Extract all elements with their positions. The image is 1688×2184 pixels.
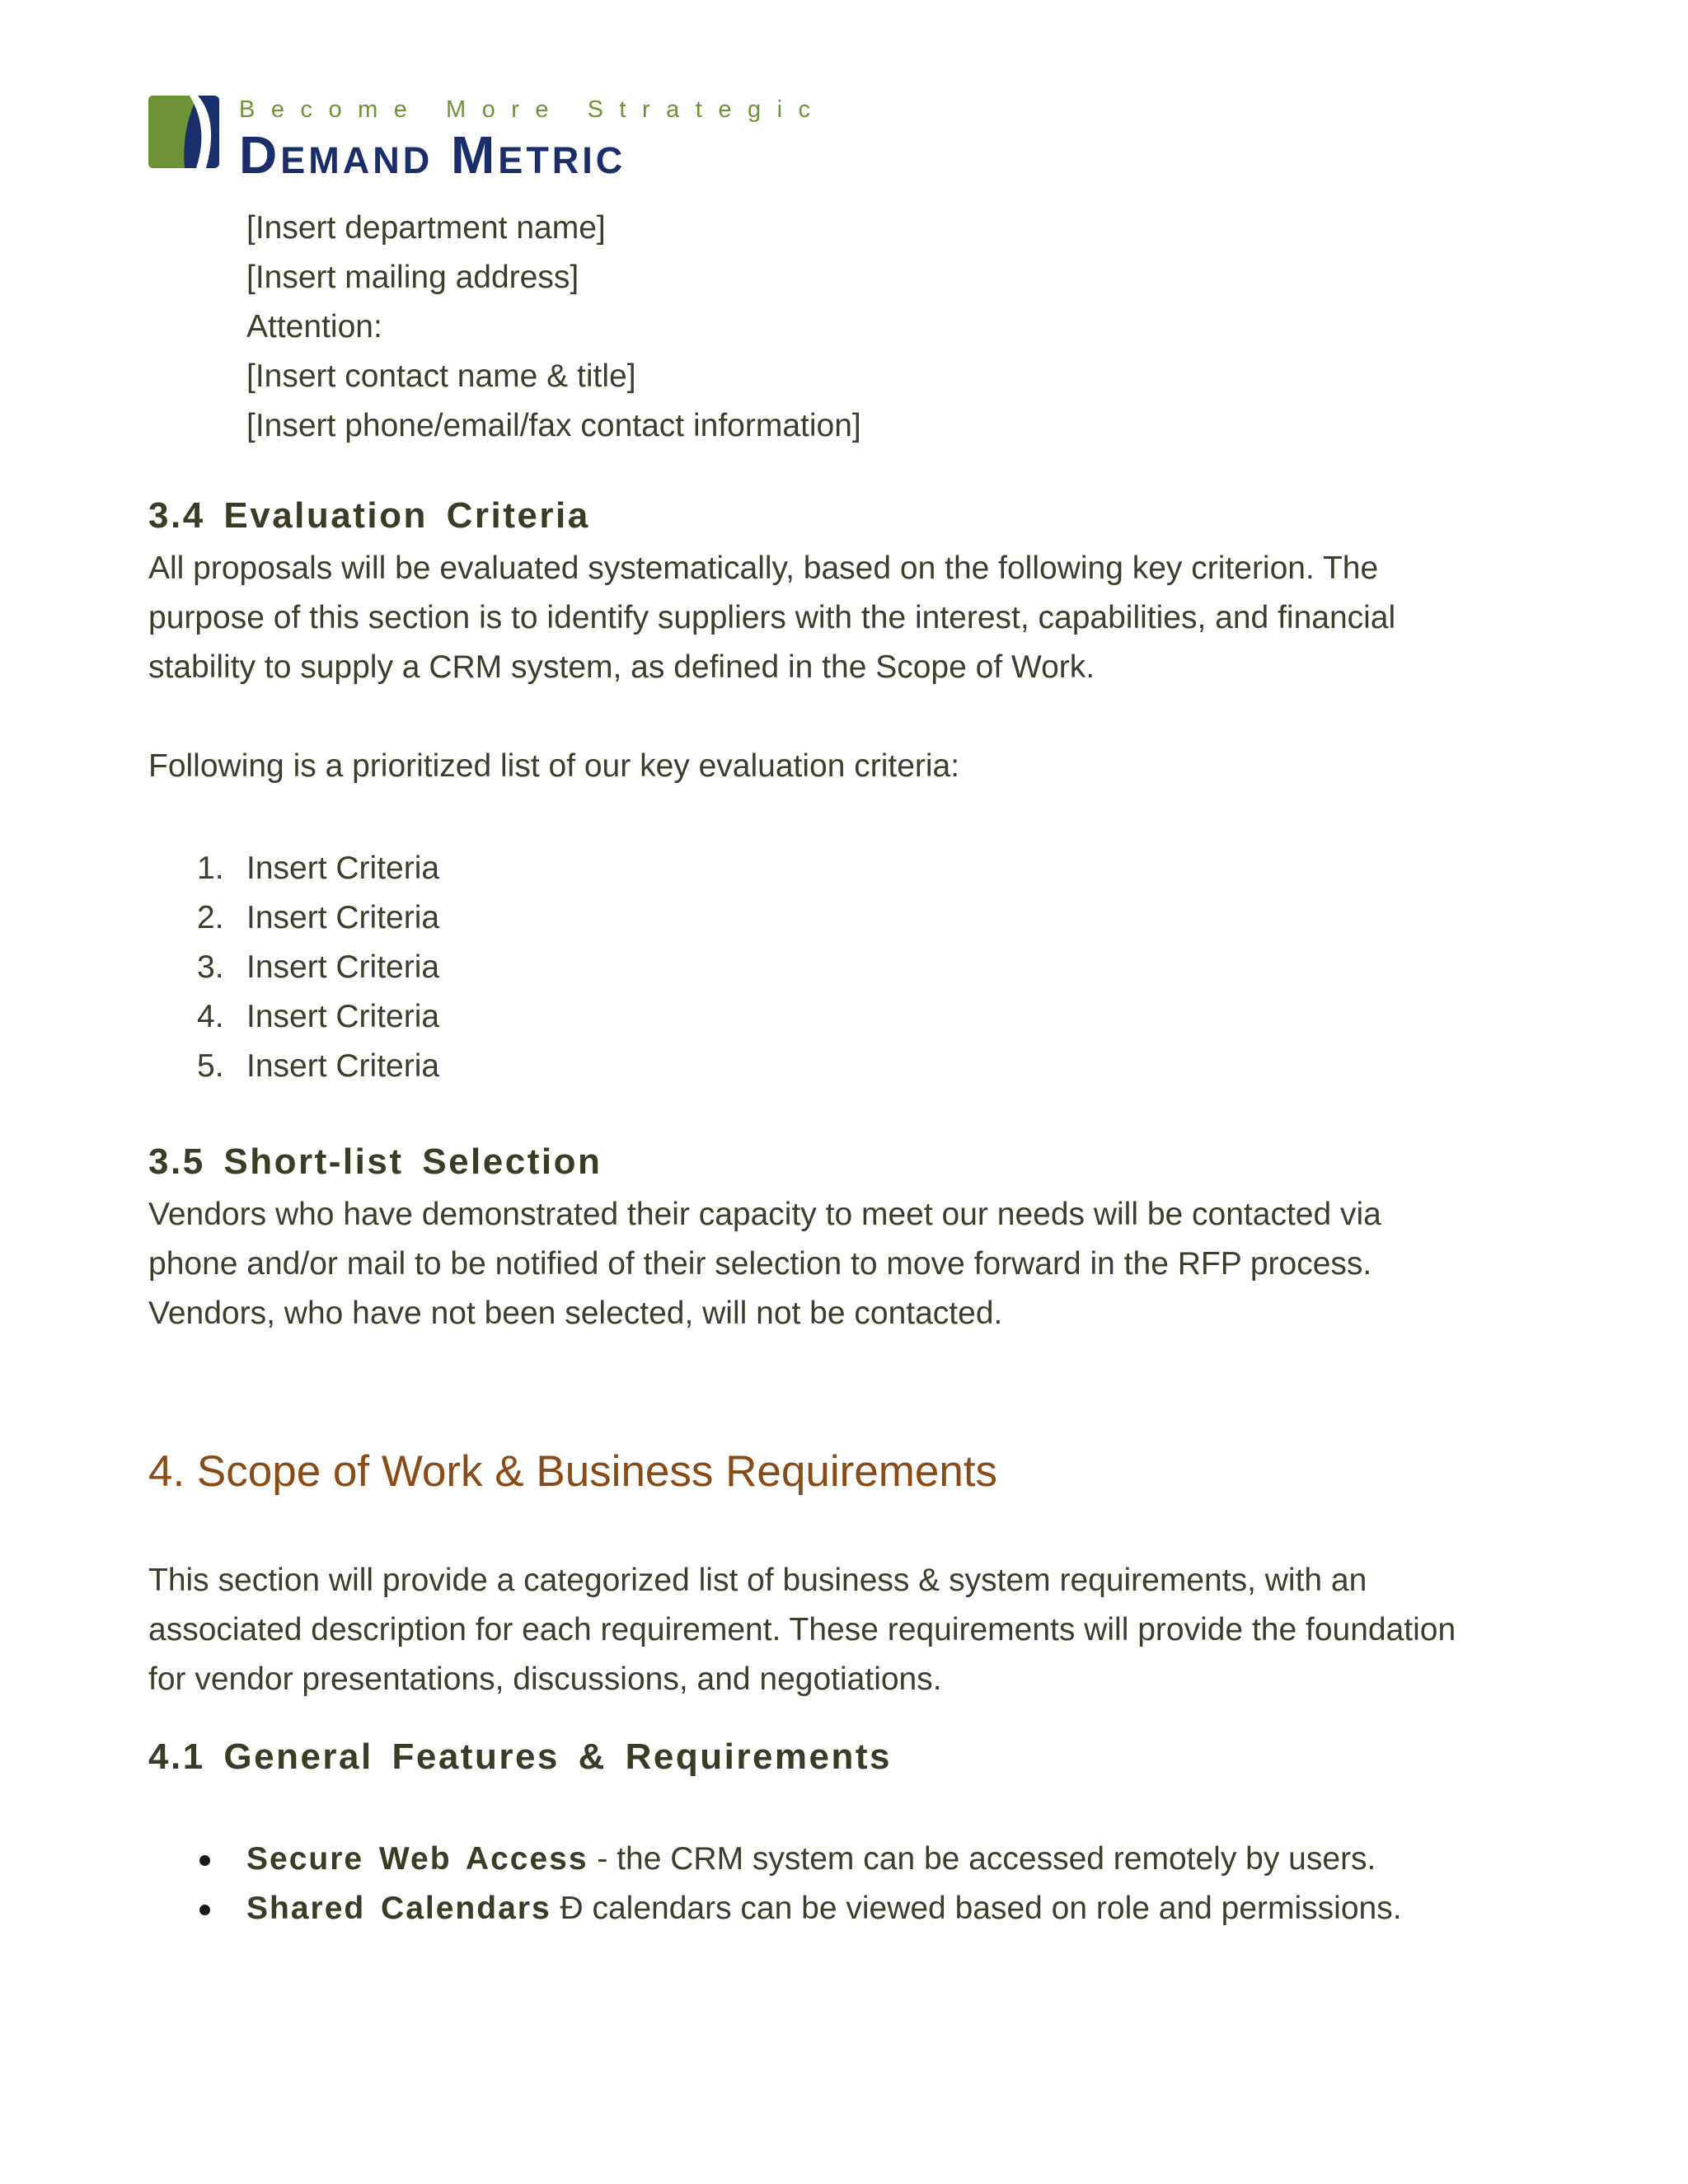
scope-of-work-paragraph [148, 1556, 1533, 1704]
paragraph-line: for vendor presentations, discussions, and negotiations. [148, 1661, 942, 1697]
bullet-icon [148, 1884, 246, 1933]
list-item [148, 1835, 1402, 1884]
feature-term: Shared Calendars [246, 1891, 551, 1926]
demand-metric-logo-icon [148, 96, 219, 168]
address-line: [Insert phone/email/fax contact information] [246, 408, 861, 443]
paragraph-line: stability to supply a CRM system, as defined in the Scope of Work. [148, 649, 1095, 685]
list-item-number: 4. [197, 999, 224, 1034]
list-item [148, 893, 439, 943]
list-item-text: Insert Criteria [246, 900, 440, 935]
list-item-number: 2. [197, 900, 224, 935]
evaluation-criteria-paragraph [148, 544, 1533, 692]
bullet-icon [148, 1835, 246, 1884]
heading-evaluation-criteria: 3.4 Evaluation Criteria [148, 495, 590, 536]
list-item-text: Insert Criteria [246, 1048, 440, 1084]
feature-term: Secure Web Access [246, 1841, 588, 1877]
logo-brand: Demand Metric [239, 125, 626, 185]
short-list-paragraph [148, 1190, 1533, 1338]
paragraph-line: This section will provide a categorized list of business & system requirements, with an [148, 1563, 1367, 1598]
paragraph-line: Vendors who have demonstrated their capacity to meet our needs will be contacted via [148, 1197, 1381, 1232]
list-item [148, 1884, 1402, 1933]
logo-tagline: Become More Strategic [239, 96, 827, 123]
criteria-intro-paragraph [148, 742, 1533, 791]
address-line: [Insert department name] [246, 210, 606, 246]
feature-description: - the CRM system can be accessed remotely by users. [588, 1841, 1376, 1877]
list-item-number: 1. [197, 851, 224, 886]
paragraph-line: phone and/or mail to be notified of their selection to move forward in the RFP process. [148, 1246, 1372, 1282]
heading-general-features: 4.1 General Features & Requirements [148, 1736, 893, 1777]
list-item-number: 5. [197, 1048, 224, 1084]
paragraph-line: associated description for each requirement. These requirements will provide the foundation [148, 1612, 1456, 1647]
list-item-text: Insert Criteria [246, 851, 440, 886]
paragraph-line: Vendors, who have not been selected, will not be contacted. [148, 1296, 1003, 1331]
address-block [246, 204, 861, 451]
heading-short-list-selection: 3.5 Short-list Selection [148, 1141, 603, 1182]
list-item-text: Insert Criteria [246, 949, 440, 985]
heading-scope-of-work: 4. Scope of Work & Business Requirements [148, 1447, 998, 1496]
address-line: Attention: [246, 309, 382, 344]
features-list [148, 1835, 1402, 1933]
paragraph-line: purpose of this section is to identify suppliers with the interest, capabilities, and financial [148, 600, 1396, 635]
list-item [148, 844, 439, 893]
criteria-list [148, 844, 439, 1091]
address-line: [Insert mailing address] [246, 260, 579, 295]
list-item [148, 943, 439, 992]
address-line: [Insert contact name & title] [246, 359, 636, 394]
feature-description: Ð calendars can be viewed based on role and permissions. [551, 1891, 1402, 1926]
list-item [148, 1042, 439, 1091]
list-item-text: Insert Criteria [246, 999, 440, 1034]
list-item-number: 3. [197, 949, 224, 985]
paragraph-line: All proposals will be evaluated systematically, based on the following key criterion. The [148, 551, 1379, 586]
list-item [148, 992, 439, 1042]
demand-metric-logo [148, 96, 827, 185]
paragraph-line: Following is a prioritized list of our key evaluation criteria: [148, 748, 960, 784]
